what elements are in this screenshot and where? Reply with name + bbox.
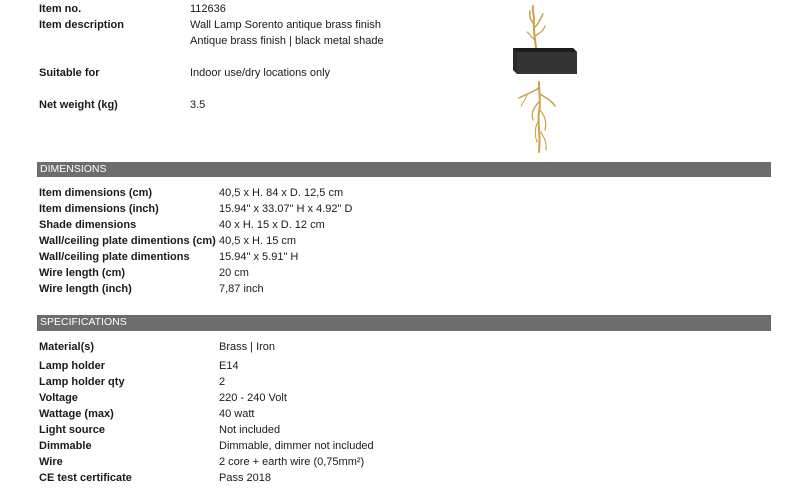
dimension-row-value: 7,87 inch bbox=[219, 283, 264, 295]
dimension-row-value: 40,5 x H. 15 cm bbox=[219, 235, 297, 247]
spec-row-value: E14 bbox=[219, 360, 239, 372]
spec-row-value: Brass | Iron bbox=[219, 341, 276, 353]
dimension-row-value: 15.94" x 33.07" H x 4.92" D bbox=[219, 203, 353, 215]
spec-row-label: Voltage bbox=[39, 392, 78, 404]
spec-row-value: Dimmable, dimmer not included bbox=[219, 440, 374, 452]
spec-row-value: 2 core + earth wire (0,75mm²) bbox=[219, 456, 365, 468]
spec-row-label: CE test certificate bbox=[39, 472, 132, 484]
dimensions-section-header: DIMENSIONS bbox=[37, 162, 771, 177]
spec-row-label: Material(s) bbox=[39, 341, 95, 353]
dimension-row-label: Wire length (inch) bbox=[39, 283, 132, 295]
dimension-row-value: 40,5 x H. 84 x D. 12,5 cm bbox=[219, 187, 344, 199]
net-weight-label: Net weight (kg) bbox=[39, 99, 118, 111]
spec-row-label: Dimmable bbox=[39, 440, 92, 452]
spec-row-label: Light source bbox=[39, 424, 106, 436]
spec-row-value: 220 - 240 Volt bbox=[219, 392, 287, 404]
spec-row-label: Lamp holder qty bbox=[39, 376, 125, 388]
wall-lamp-image bbox=[503, 2, 583, 157]
spec-row-label: Lamp holder bbox=[39, 360, 106, 372]
dimension-row-label: Shade dimensions bbox=[39, 219, 137, 231]
spec-row-label: Wire bbox=[39, 456, 63, 468]
dimension-row-label: Item dimensions (inch) bbox=[39, 203, 159, 215]
suitable-for-label: Suitable for bbox=[39, 67, 100, 79]
spec-row-value: Not included bbox=[219, 424, 281, 436]
item-description-line1: Wall Lamp Sorento antique brass finish bbox=[190, 19, 381, 31]
dimension-row-value: 15.94" x 5.91" H bbox=[219, 251, 299, 263]
item-no-value: 112636 bbox=[190, 3, 226, 15]
section-divider bbox=[37, 330, 771, 331]
net-weight-value: 3.5 bbox=[190, 99, 206, 111]
item-description-label: Item description bbox=[39, 19, 124, 31]
dimension-row-value: 20 cm bbox=[219, 267, 249, 279]
suitable-for-value: Indoor use/dry locations only bbox=[190, 67, 331, 79]
spec-row-value: Pass 2018 bbox=[219, 472, 271, 484]
dimension-row-label: Wire length (cm) bbox=[39, 267, 126, 279]
spec-row-label: Wattage (max) bbox=[39, 408, 114, 420]
dimension-row-value: 40 x H. 15 x D. 12 cm bbox=[219, 219, 325, 231]
dimension-row-label: Wall/ceiling plate dimentions (cm) bbox=[39, 235, 216, 247]
dimension-row-label: Wall/ceiling plate dimentions bbox=[39, 251, 190, 263]
dimension-row-label: Item dimensions (cm) bbox=[39, 187, 153, 199]
spec-row-value: 40 watt bbox=[219, 408, 255, 420]
item-description-line2: Antique brass finish | black metal shade bbox=[190, 35, 384, 47]
specifications-section-header: SPECIFICATIONS bbox=[37, 315, 771, 330]
item-no-label: Item no. bbox=[39, 3, 82, 15]
spec-row-value: 2 bbox=[219, 376, 226, 388]
